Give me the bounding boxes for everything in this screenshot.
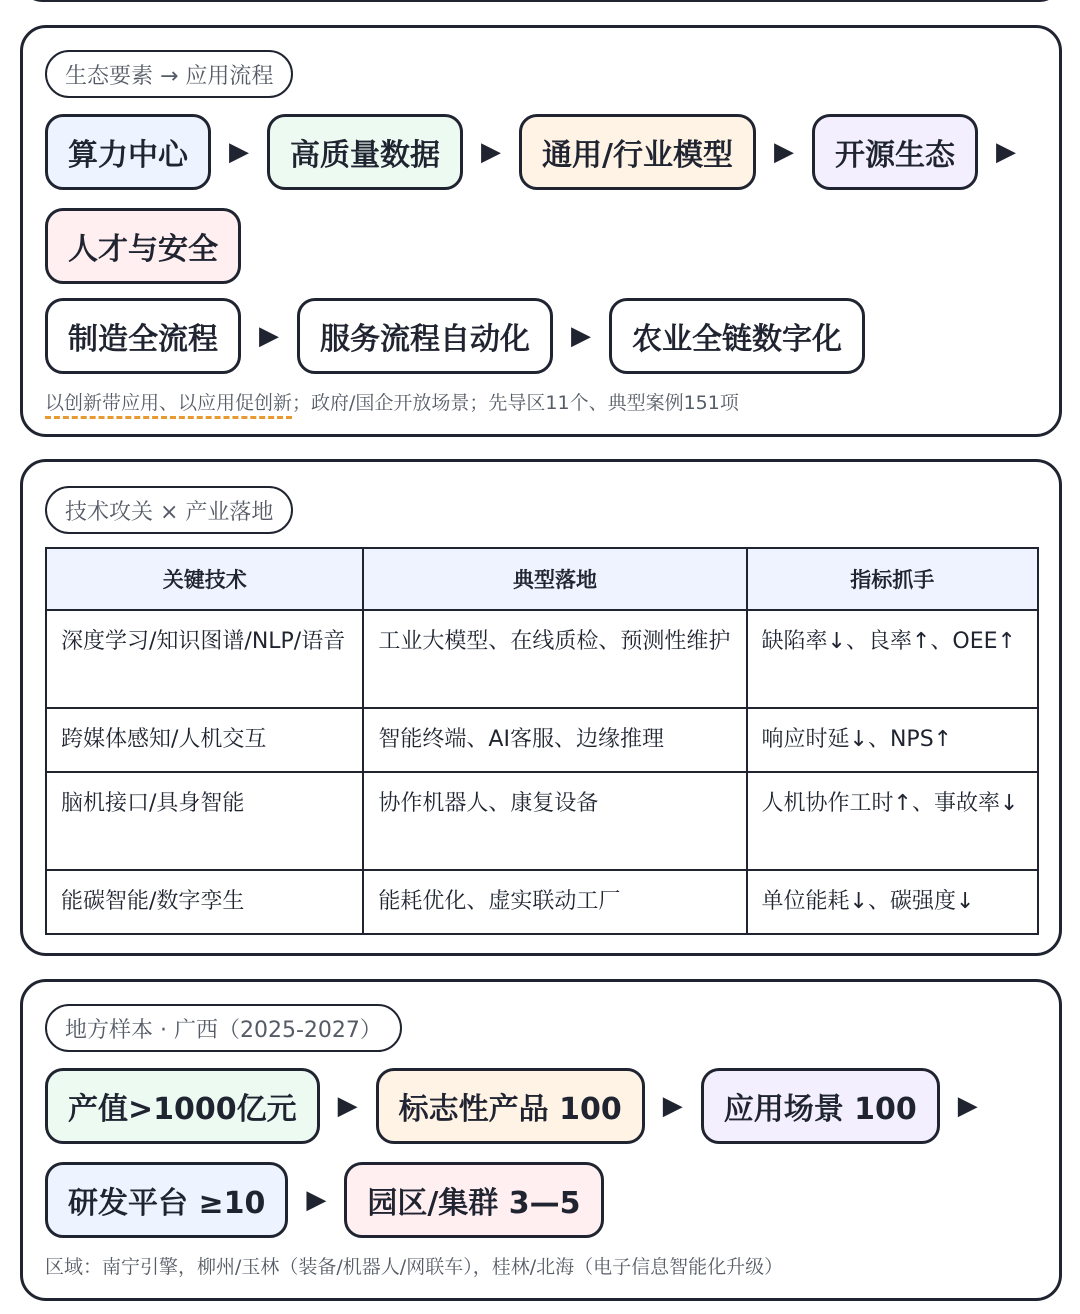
guangxi-targets-row-2 xyxy=(45,1162,604,1238)
table-cell: 单位能耗↓、碳强度↓ xyxy=(747,870,1038,934)
guangxi-note: 区域：南宁引擎，柳州/玉林（装备/机器人/网联车），桂林/北海（电子信息智能化升级） xyxy=(45,1256,784,1278)
ecosystem-elements-row xyxy=(45,114,1034,190)
ecosystem-pill: 生态要素 → 应用流程 xyxy=(45,50,293,98)
ecosystem-note xyxy=(45,388,739,415)
guangxi-pill: 地方样本 · 广西（2025-2027） xyxy=(45,1004,402,1052)
table-cell: 能碳智能/数字孪生 xyxy=(46,870,363,934)
guangxi-targets-row xyxy=(45,1068,996,1144)
table-row xyxy=(46,708,1038,772)
target-flagship-products: 标志性产品 100 xyxy=(376,1068,645,1144)
flow-arrow-icon: ▶ xyxy=(306,1185,327,1215)
table-cell: 深度学习/知识图谱/NLP/语音 xyxy=(46,610,363,708)
table-cell: 缺陷率↓、良率↑、OEE↑ xyxy=(747,610,1038,708)
element-compute-center: 算力中心 xyxy=(45,114,211,190)
process-manufacturing: 制造全流程 xyxy=(45,298,241,374)
table-row xyxy=(46,772,1038,870)
element-models: 通用/行业模型 xyxy=(519,114,756,190)
table-row xyxy=(46,870,1038,934)
table-header-row xyxy=(46,548,1038,610)
flow-arrow-icon: ▶ xyxy=(773,137,794,167)
note-rest-text: ；政府/国企开放场景；先导区11个、典型案例151项 xyxy=(292,392,739,414)
header-metrics: 指标抓手 xyxy=(747,548,1038,610)
flow-arrow-icon: ▶ xyxy=(662,1091,683,1121)
element-talent-security: 人才与安全 xyxy=(45,208,241,284)
table-cell: 响应时延↓、NPS↑ xyxy=(747,708,1038,772)
ecosystem-panel xyxy=(20,25,1062,437)
element-open-source: 开源生态 xyxy=(812,114,978,190)
ecosystem-elements-row-2 xyxy=(45,208,241,284)
table-cell: 人机协作工时↑、事故率↓ xyxy=(747,772,1038,870)
flow-arrow-icon: ▶ xyxy=(995,137,1016,167)
table-cell: 智能终端、AI客服、边缘推理 xyxy=(363,708,746,772)
flow-arrow-icon: ▶ xyxy=(259,321,279,351)
element-quality-data: 高质量数据 xyxy=(267,114,463,190)
process-row xyxy=(45,298,865,374)
flow-arrow-icon: ▶ xyxy=(481,137,501,167)
flow-arrow-icon: ▶ xyxy=(229,137,249,167)
process-service: 服务流程自动化 xyxy=(297,298,553,374)
target-output-value: 产值>1000亿元 xyxy=(45,1068,320,1144)
flow-arrow-icon: ▶ xyxy=(571,321,591,351)
note-underlined-text: 以创新带应用、以应用促创新 xyxy=(45,392,292,419)
tech-pill: 技术攻关 × 产业落地 xyxy=(45,486,293,534)
tech-panel xyxy=(20,459,1062,956)
table-cell: 能耗优化、虚实联动工厂 xyxy=(363,870,746,934)
table-cell: 跨媒体感知/人机交互 xyxy=(46,708,363,772)
table-row xyxy=(46,610,1038,708)
flow-arrow-icon: ▶ xyxy=(957,1091,978,1121)
target-parks-clusters: 园区/集群 3—5 xyxy=(344,1162,603,1238)
previous-panel-edge xyxy=(22,0,1060,2)
table-cell: 工业大模型、在线质检、预测性维护 xyxy=(363,610,746,708)
flow-arrow-icon: ▶ xyxy=(337,1091,358,1121)
header-application: 典型落地 xyxy=(363,548,746,610)
table-cell: 脑机接口/具身智能 xyxy=(46,772,363,870)
target-scenarios: 应用场景 100 xyxy=(701,1068,940,1144)
guangxi-panel xyxy=(20,979,1062,1301)
table-cell: 协作机器人、康复设备 xyxy=(363,772,746,870)
header-key-tech: 关键技术 xyxy=(46,548,363,610)
tech-table xyxy=(45,547,1039,935)
process-agriculture: 农业全链数字化 xyxy=(609,298,865,374)
target-rd-platforms: 研发平台 ≥10 xyxy=(45,1162,288,1238)
